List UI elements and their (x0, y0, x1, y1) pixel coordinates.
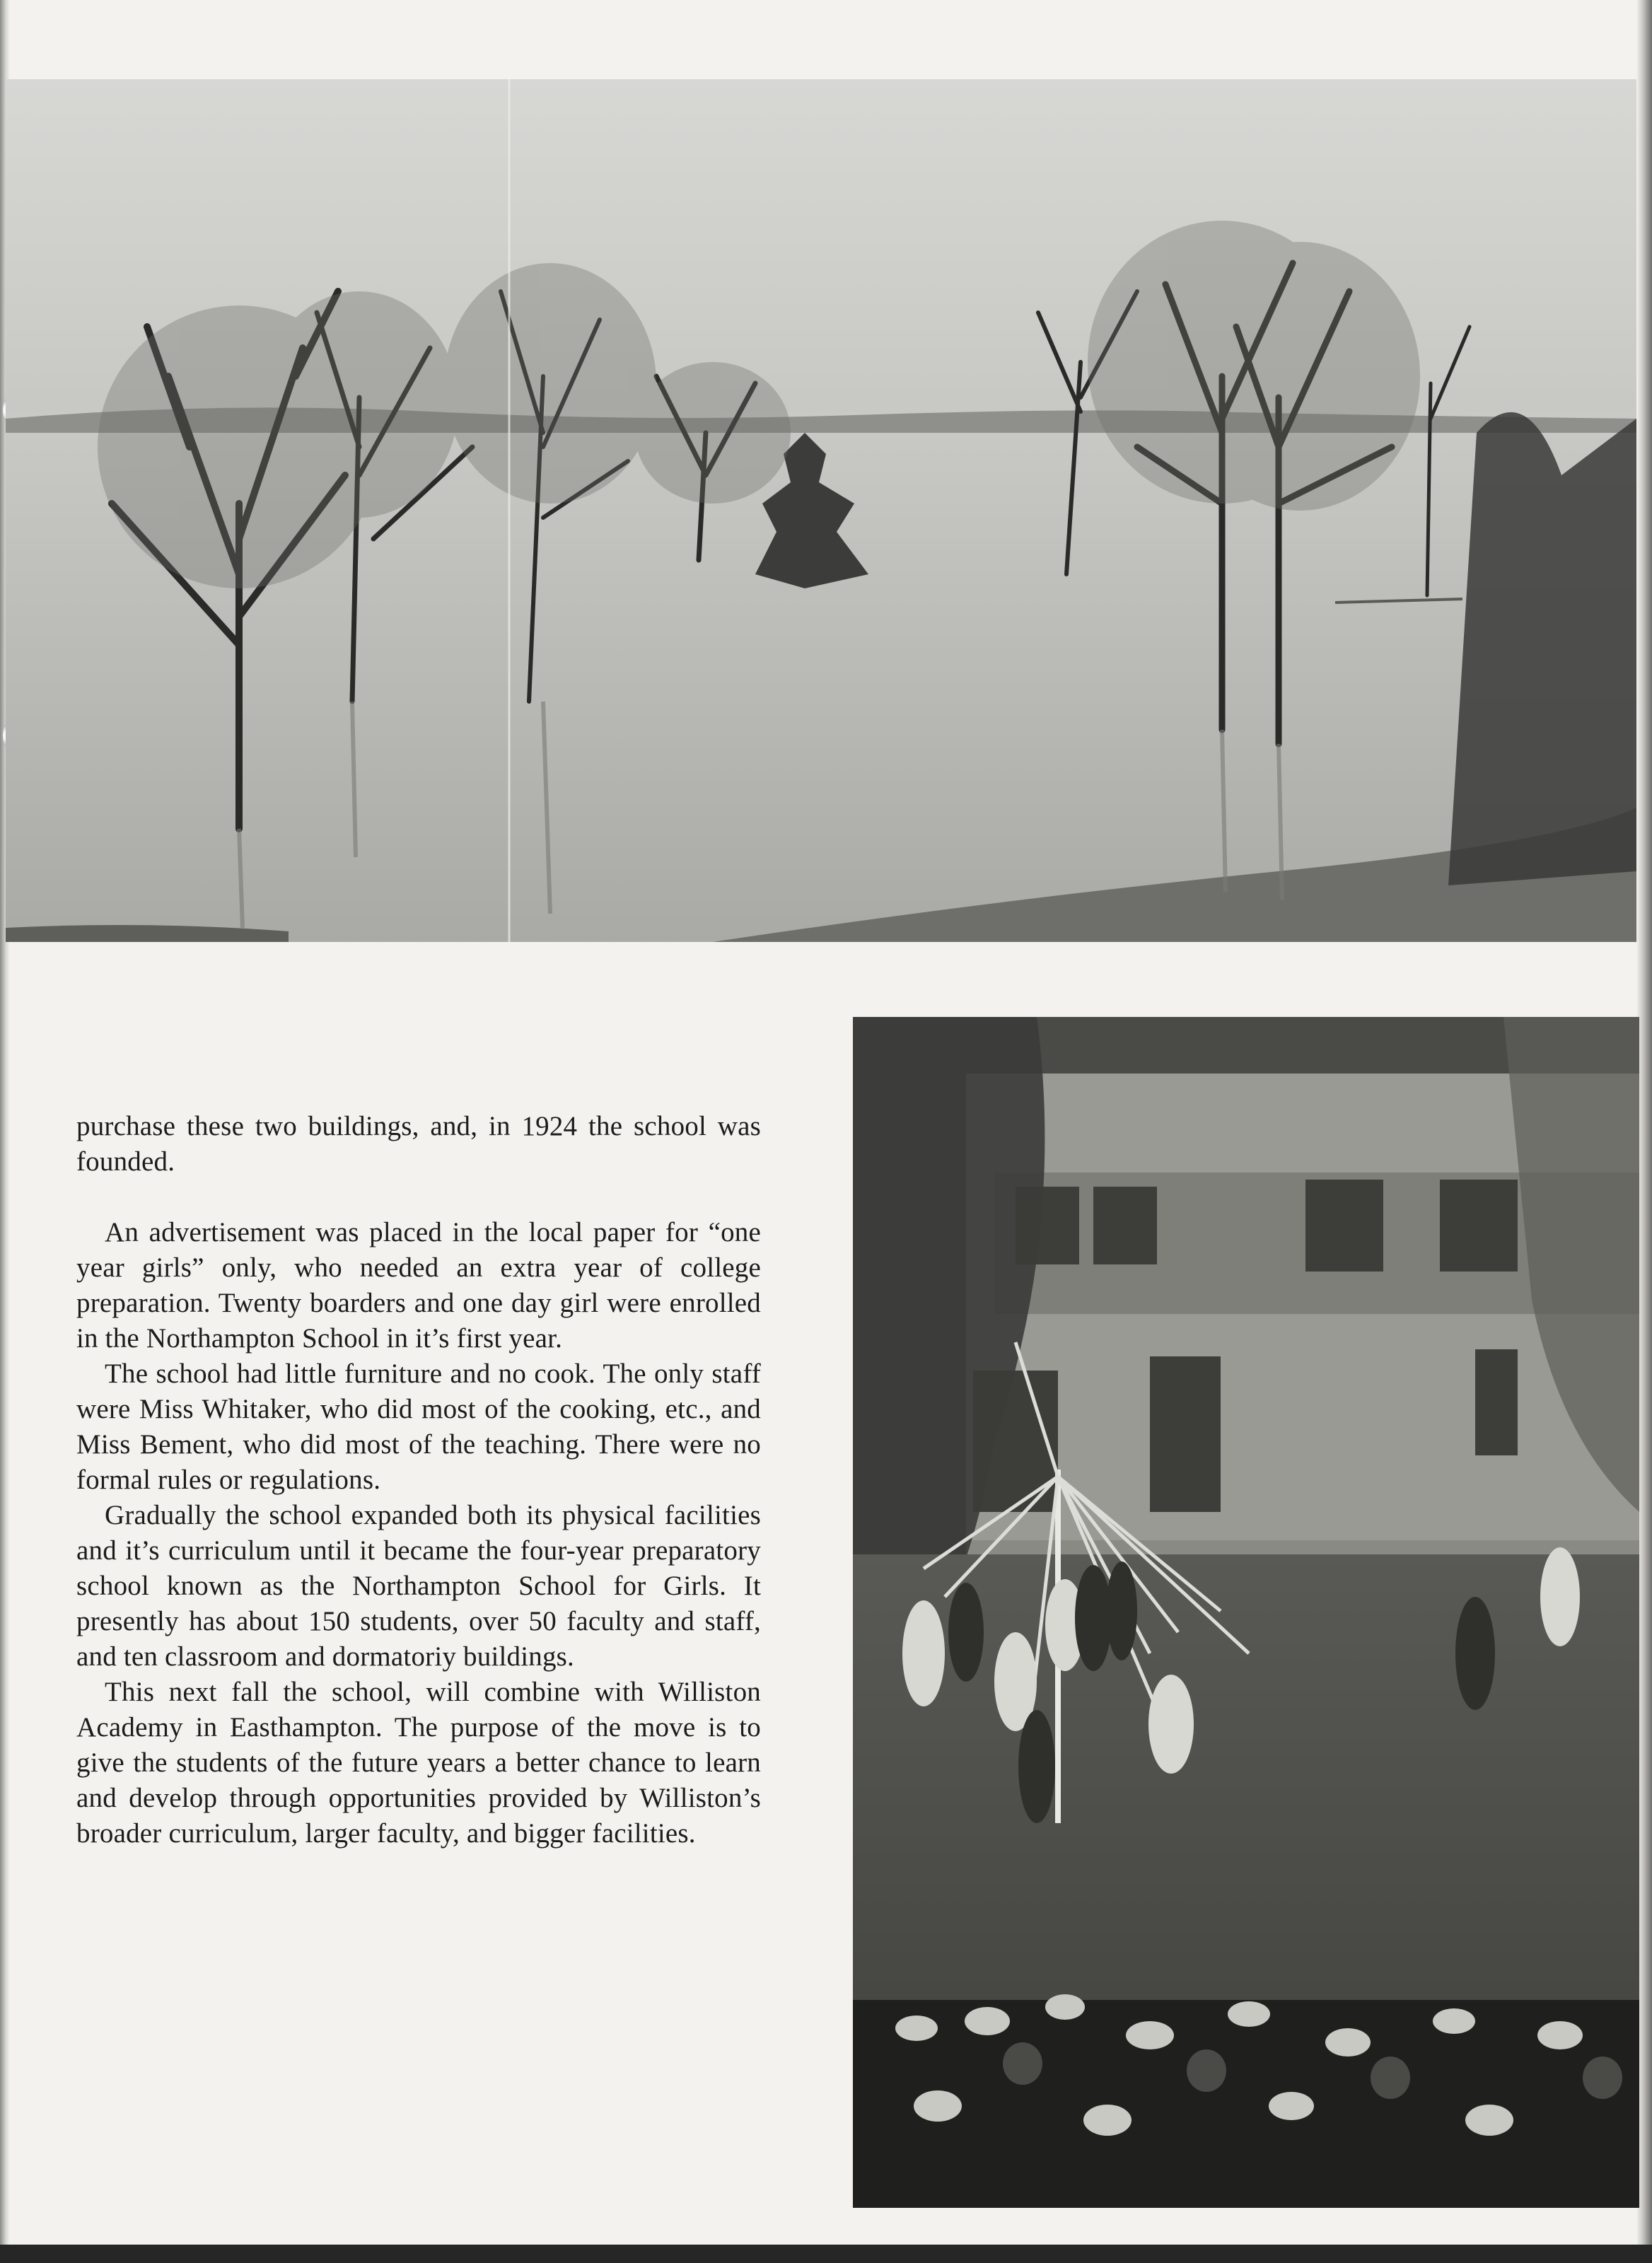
article-text (76, 1109, 761, 1851)
flood-landscape-photo (6, 79, 1636, 942)
paragraph: purchase these two buildings, and, in 1924 the school was founded. (76, 1111, 761, 1177)
paragraph: This next fall the school, will combine with Williston Academy in Easthampton. The purpose of the move is to give the students of the future years a better chance to learn and develop through opportunities provided by Williston’s broader curriculum, larger faculty, and bigger facilities. (76, 1677, 761, 1849)
flood-landscape-image (6, 79, 1636, 942)
maypole-dance-photo (853, 1017, 1639, 2208)
maypole-dance-image (853, 1017, 1639, 2208)
paragraph: The school had little furniture and no cook. The only staff were Miss Whitaker, who did most of the cooking, etc., and Miss Bement, who did most of the teaching. There were no formal rules or regulations. (76, 1359, 761, 1495)
bottom-scan-edge (0, 2245, 1652, 2263)
paragraph: Gradually the school expanded both its physical facilities and it’s curriculum until it became the four-year preparatory school known as the Northampton School for Girls. It presently has about 150 students, over 50 faculty and staff, and ten classroom and dormatoriy buildings. (76, 1500, 761, 1672)
paragraph: An advertisement was placed in the local paper for “one year girls” only, who needed an extra year of college preparation. Twenty boarders and one day girl were enrolled in the Northampton School in it’s first year. (76, 1217, 761, 1354)
